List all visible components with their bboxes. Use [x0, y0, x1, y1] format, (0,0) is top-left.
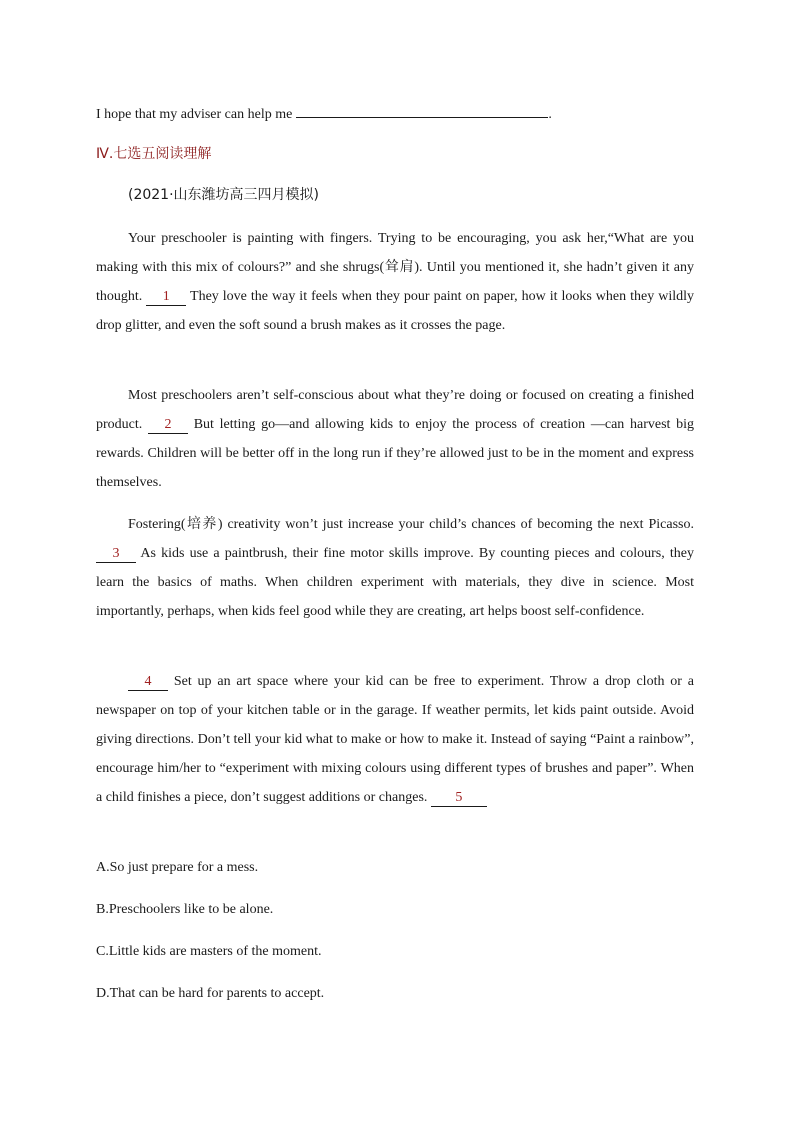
paragraph-1-part2: They love the way it feels when they pour paint on paper, how it looks when they wildly drop glitter, and even the soft sound a brush makes as it crosses the page. — [96, 289, 694, 333]
blank-5: 5 — [431, 790, 487, 807]
section-heading: Ⅳ.七选五阅读理解 — [96, 146, 212, 162]
paragraph-2-part2: But letting go—and allowing kids to enjoy the process of creation —can harvest big rewards. Children will be better off in the long run if they’re allowed just to be in the moment and express themselves. — [96, 417, 695, 490]
question-source: (2021·山东潍坊高三四月模拟) — [128, 187, 320, 203]
blank-3: 3 — [96, 546, 136, 563]
paragraph-4 — [96, 667, 694, 812]
option-c: C.Little kids are masters of the moment. — [96, 944, 322, 959]
top-sentence — [96, 103, 696, 124]
paragraph-3-part2: As kids use a paintbrush, their fine motor skills improve. By counting pieces and colours, they learn the basics of maths. When children experiment with materials, they dive in science. Most importantly, perhaps, when kids feel good while they are creating, art helps boost self-confidence. — [96, 546, 694, 619]
blank-1: 1 — [146, 289, 186, 306]
option-a: A.So just prepare for a mess. — [96, 860, 259, 875]
paragraph-1-part1: Your preschooler is painting with fingers. Trying to be encouraging, you ask her,“What are you making with this mix of colours?” and she shrugs(耸肩). Until you mentioned it, she hadn’t given it any thought. — [96, 231, 694, 304]
paragraph-4-part1: Set up an art space where your kid can be free to experiment. Throw a drop cloth or a newspaper on top of your kitchen table or in the garage. If weather permits, let kids paint outside. Avoid giving directions. Don’t tell your kid what to make or how to make it. Instead of saying “Paint a rainbow”, encourage him/her to “experiment with mixing colours using different types of brushes and paper”. When a child finishes a piece, don’t suggest additions or changes. — [96, 674, 694, 805]
option-d: D.That can be hard for parents to accept. — [96, 986, 325, 1001]
paragraph-3-part1: Fostering(培养) creativity won’t just increase your child’s chances of becoming the next Picasso. — [128, 517, 694, 532]
option-b: B.Preschoolers like to be alone. — [96, 902, 274, 917]
paragraph-2 — [96, 381, 694, 497]
blank-2: 2 — [148, 417, 188, 434]
blank-4: 4 — [128, 674, 168, 691]
answer-line — [296, 103, 548, 118]
top-sentence-end: . — [548, 107, 552, 122]
paragraph-2-part1: Most preschoolers aren’t self-conscious about what they’re doing or focused on creating a finished product. — [96, 388, 694, 432]
top-sentence-text: I hope that my adviser can help me — [96, 107, 293, 122]
paragraph-1 — [96, 224, 694, 340]
paragraph-3 — [96, 510, 694, 626]
